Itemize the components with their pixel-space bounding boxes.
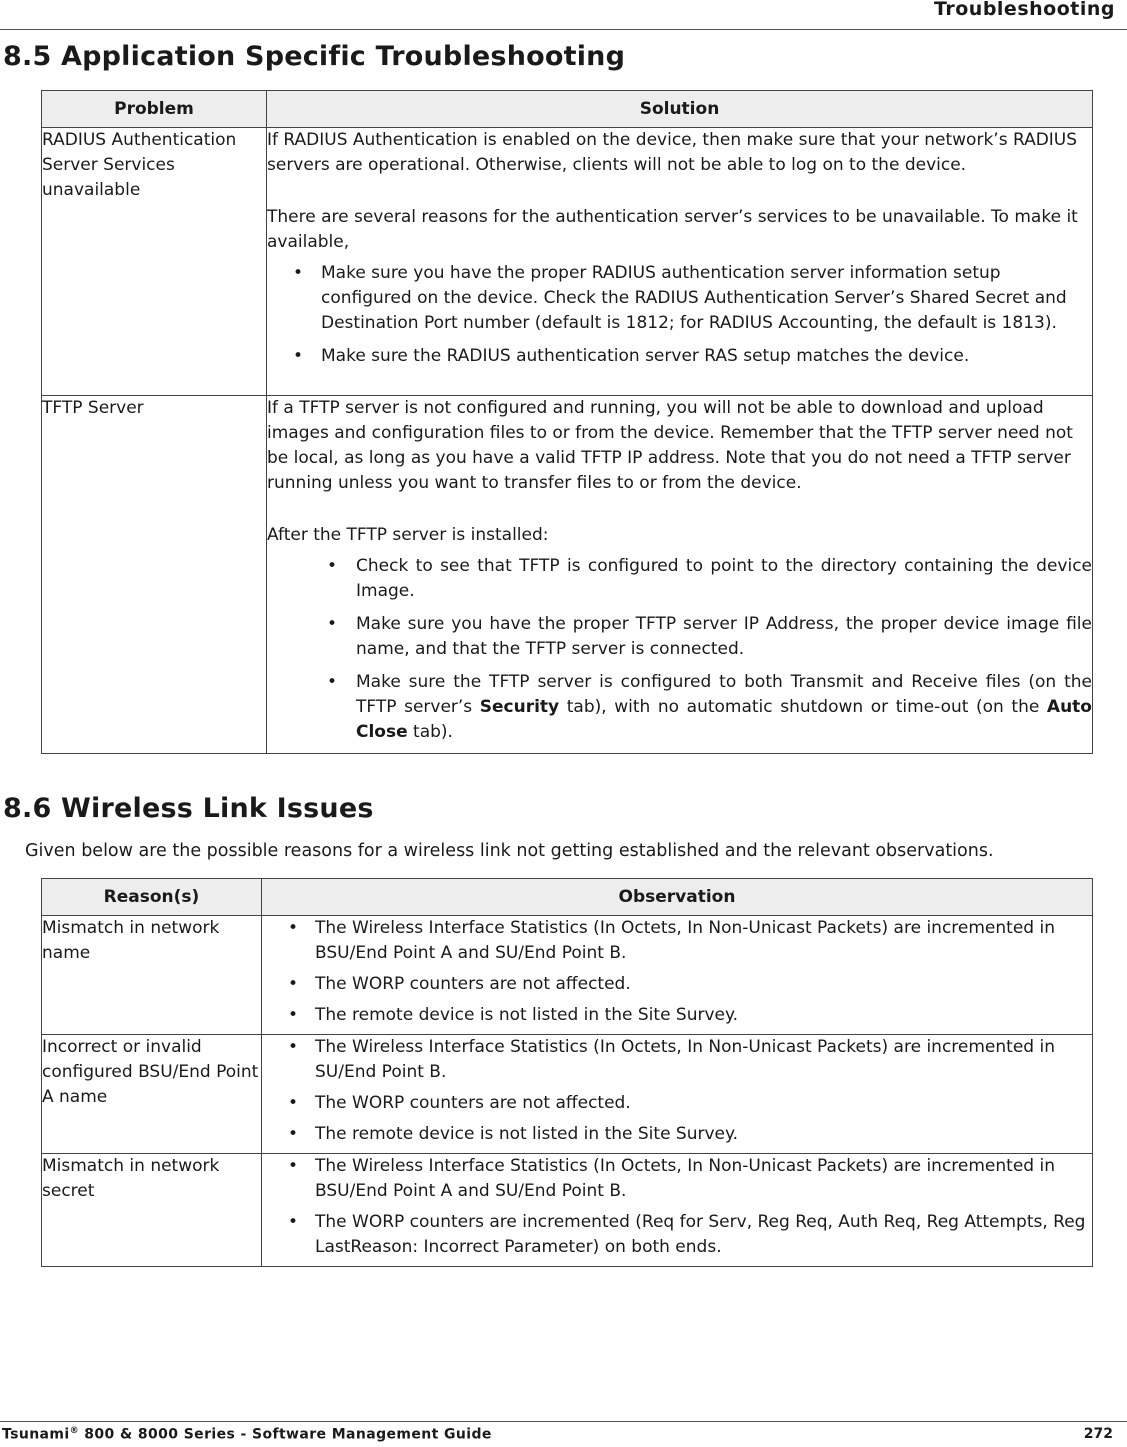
solution-paragraph: If RADIUS Authentication is enabled on the device, then make sure that your network’s RADIUS servers are operational. Otherwise, clients will not be able to log on to the device. <box>267 130 1078 175</box>
bullet-list <box>267 554 1092 745</box>
bullet-text: tab), with no automatic shutdown or time-out (on the <box>559 697 1047 717</box>
reason-cell: Mismatch in network name <box>42 916 262 1035</box>
page-number: 272 <box>1083 1426 1113 1442</box>
list-item: • The WORP counters are not affected. <box>262 1091 1092 1116</box>
footer-guide-name: 800 & 8000 Series - Software Management Guide <box>79 1426 492 1443</box>
problem-cell: RADIUS Authentication Server Services unavailable <box>42 128 267 396</box>
table-row <box>42 916 1093 1035</box>
footer-guide-title <box>2 1426 492 1443</box>
observation-cell <box>262 1035 1093 1154</box>
list-item: • Check to see that TFTP is configured to point to the directory containing the device Image. <box>267 554 1092 604</box>
solution-paragraph: After the TFTP server is installed: <box>267 525 549 545</box>
wireless-link-table <box>41 878 1093 1267</box>
table-header-row <box>42 879 1093 916</box>
troubleshooting-table <box>41 90 1093 754</box>
bullet-list <box>262 1154 1092 1260</box>
table-header-row <box>42 91 1093 128</box>
header-divider <box>0 29 1127 30</box>
reason-cell: Incorrect or invalid configured BSU/End Point A name <box>42 1035 262 1154</box>
list-item: • Make sure you have the proper RADIUS authentication server information setup configured on the device. Check the RADIUS Authentication Server’s Shared Secret and Destination Port number (default is 1812; for RADIUS Accounting, the default is 1813). <box>267 261 1092 336</box>
section-8-6-heading: 8.6 Wireless Link Issues <box>3 793 374 824</box>
col-header-reason: Reason(s) <box>42 879 262 916</box>
table-row <box>42 128 1093 396</box>
col-header-problem: Problem <box>42 91 267 128</box>
list-item: • The Wireless Interface Statistics (In Octets, In Non-Unicast Packets) are incremented in BSU/End Point A and SU/End Point B. <box>262 1154 1092 1204</box>
list-item: • The remote device is not listed in the Site Survey. <box>262 1003 1092 1028</box>
bullet-list <box>267 261 1092 369</box>
security-tab-label: Security <box>479 697 560 717</box>
running-header-title: Troubleshooting <box>934 0 1115 20</box>
bullet-list <box>262 916 1092 1028</box>
observation-cell <box>262 916 1093 1035</box>
bullet-text: tab). <box>407 722 453 742</box>
footer-brand: Tsunami <box>2 1426 70 1443</box>
reason-cell: Mismatch in network secret <box>42 1154 262 1267</box>
list-item: • Make sure the RADIUS authentication server RAS setup matches the device. <box>267 344 1092 369</box>
bullet-list <box>262 1035 1092 1147</box>
footer-divider <box>0 1421 1127 1422</box>
list-item: • Make sure you have the proper TFTP server IP Address, the proper device image file name, and that the TFTP server is connected. <box>267 612 1092 662</box>
list-item: • The Wireless Interface Statistics (In Octets, In Non-Unicast Packets) are incremented in BSU/End Point A and SU/End Point B. <box>262 916 1092 966</box>
list-item: • The WORP counters are incremented (Req for Serv, Reg Req, Auth Req, Reg Attempts, Reg LastReason: Incorrect Parameter) on both ends. <box>262 1210 1092 1260</box>
observation-cell <box>262 1154 1093 1267</box>
table-row <box>42 396 1093 754</box>
section-8-5-heading: 8.5 Application Specific Troubleshooting <box>3 41 626 72</box>
list-item: • The Wireless Interface Statistics (In Octets, In Non-Unicast Packets) are incremented in SU/End Point B. <box>262 1035 1092 1085</box>
col-header-observation: Observation <box>262 879 1093 916</box>
problem-cell: TFTP Server <box>42 396 267 754</box>
list-item: • The WORP counters are not affected. <box>262 972 1092 997</box>
list-item: • The remote device is not listed in the Site Survey. <box>262 1122 1092 1147</box>
solution-cell <box>267 128 1093 396</box>
table-row <box>42 1035 1093 1154</box>
solution-cell <box>267 396 1093 754</box>
table-row <box>42 1154 1093 1267</box>
bullet-text: Make sure the TFTP server is configured to both Transmit and Receive files (on the TFTP server’s <box>356 672 1092 717</box>
auto-close-tab-label: Auto Close <box>356 697 1092 742</box>
col-header-solution: Solution <box>267 91 1093 128</box>
registered-mark: ® <box>69 1426 79 1436</box>
list-item <box>267 670 1092 745</box>
solution-paragraph: There are several reasons for the authentication server’s services to be unavailable. To make it available, <box>267 207 1078 252</box>
solution-paragraph: If a TFTP server is not configured and running, you will not be able to download and upload images and configuration files to or from the device. Remember that the TFTP server need not be local, as long as you have a valid TFTP IP address. Note that you do not need a TFTP server running unless you want to transfer files to or from the device. <box>267 398 1073 493</box>
section-intro: Given below are the possible reasons for a wireless link not getting established and the relevant observations. <box>25 841 994 861</box>
